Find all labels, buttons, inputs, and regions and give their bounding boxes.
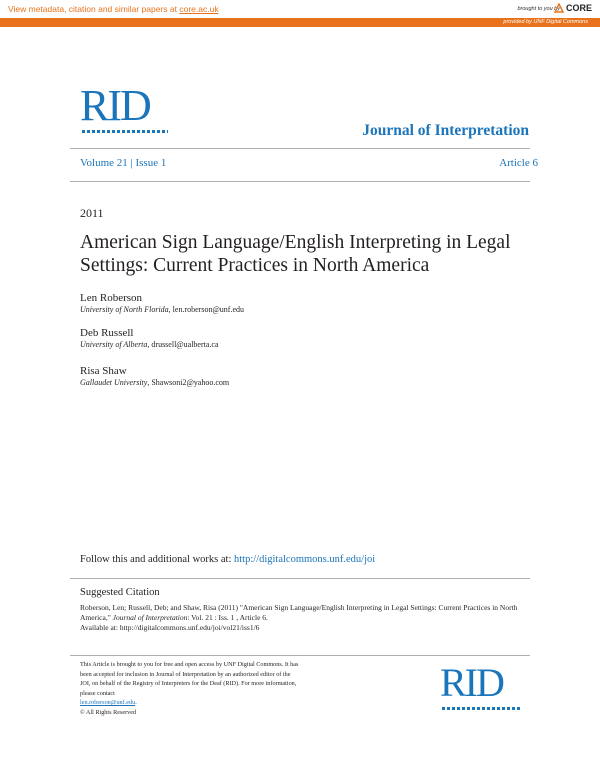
divider-footer bbox=[70, 655, 530, 656]
publication-year: 2011 bbox=[80, 206, 104, 220]
author-affiliation: Gallaudet University bbox=[80, 378, 148, 387]
contact-email-link[interactable]: len.roberson@unf.edu bbox=[80, 699, 136, 707]
author-affiliation: University of North Florida bbox=[80, 305, 169, 314]
access-statement-text: This Article is brought to you for free and open access by UNF Digital Commons. It has been accepted for inclusion in Journal of Interpretation by an authorized editor of the JOI, on behalf of the Registry of Interpreters for the Deaf (RID). For more information, please contact bbox=[80, 661, 299, 697]
divider-citation bbox=[70, 578, 530, 579]
author-name: Deb Russell bbox=[80, 327, 134, 339]
rid-logo-footer-letters: RID bbox=[440, 660, 503, 705]
author-affiliation-line bbox=[80, 340, 219, 349]
author-entry bbox=[80, 327, 219, 349]
author-entry bbox=[80, 292, 244, 314]
rights-text: © All Rights Reserved bbox=[80, 708, 137, 716]
core-logo-label: CORE bbox=[565, 3, 592, 13]
author-email: , len.roberson@unf.edu bbox=[168, 305, 245, 314]
divider-top bbox=[70, 148, 530, 149]
core-metadata-link[interactable] bbox=[8, 4, 219, 14]
citation-volume: : Vol. 21 : Iss. 1 , Article 6. bbox=[187, 613, 268, 622]
core-logo[interactable] bbox=[554, 3, 592, 13]
citation-heading: Suggested Citation bbox=[80, 587, 160, 598]
author-email: , Shawsoni2@yahoo.com bbox=[147, 378, 230, 387]
follow-works-line bbox=[80, 554, 375, 565]
article-number-link[interactable]: Article 6 bbox=[499, 157, 538, 169]
access-statement: This Article is brought to you for free and open access by UNF Digital Commons. It has been accepted for inclusion in Journal of Interpretation by an authorized editor of the JOI, on behalf of the Registry of Interpreters for the Deaf (RID). For more information, please contact len.roberson@unf.edu. © All Rights Reserved bbox=[80, 661, 299, 716]
rid-logo-footer bbox=[440, 660, 522, 715]
citation-available-at[interactable]: Available at: http://digitalcommons.unf.edu/joi/vol21/iss1/6 bbox=[80, 623, 260, 632]
journal-title[interactable]: Journal of Interpretation bbox=[362, 122, 529, 139]
rid-logo-footer-tagline-mark bbox=[442, 707, 520, 710]
core-banner bbox=[0, 0, 600, 20]
digital-commons-link[interactable]: http://digitalcommons.unf.edu/joi bbox=[234, 554, 376, 565]
author-name: Len Roberson bbox=[80, 292, 143, 304]
citation-text: Roberson, Len; Russell, Deb; and Shaw, Risa (2011) "American Sign Language/English Interpreting in Legal Settings: Current Practices in North America," bbox=[80, 603, 518, 622]
paper-title: American Sign Language/English Interpreting in Legal Settings: Current Practices in North America bbox=[80, 232, 511, 276]
author-entry bbox=[80, 365, 229, 387]
rid-logo bbox=[80, 81, 172, 136]
volume-issue-link[interactable]: Volume 21 | Issue 1 bbox=[80, 157, 167, 169]
author-affiliation-line bbox=[80, 378, 229, 387]
author-affiliation-line bbox=[80, 305, 244, 314]
author-name: Risa Shaw bbox=[80, 365, 127, 377]
core-provided-strip bbox=[0, 18, 600, 27]
core-icon bbox=[554, 3, 564, 13]
divider-issue bbox=[70, 181, 530, 182]
author-affiliation: University of Alberta bbox=[80, 340, 148, 349]
core-metadata-prefix: View metadata, citation and similar papers at bbox=[8, 4, 180, 14]
core-url[interactable]: core.ac.uk bbox=[179, 4, 219, 14]
author-email: , drussell@ualberta.ca bbox=[147, 340, 219, 349]
citation-body bbox=[80, 603, 520, 633]
follow-text: Follow this and additional works at: bbox=[80, 554, 234, 565]
citation-journal: Journal of Interpretation bbox=[112, 613, 188, 622]
brought-to-you-text: brought to you by bbox=[517, 6, 560, 12]
rid-logo-letters: RID bbox=[80, 81, 150, 130]
provided-by-text[interactable]: provided by UNF Digital Commons bbox=[503, 19, 588, 25]
rid-logo-tagline-mark bbox=[82, 130, 168, 133]
